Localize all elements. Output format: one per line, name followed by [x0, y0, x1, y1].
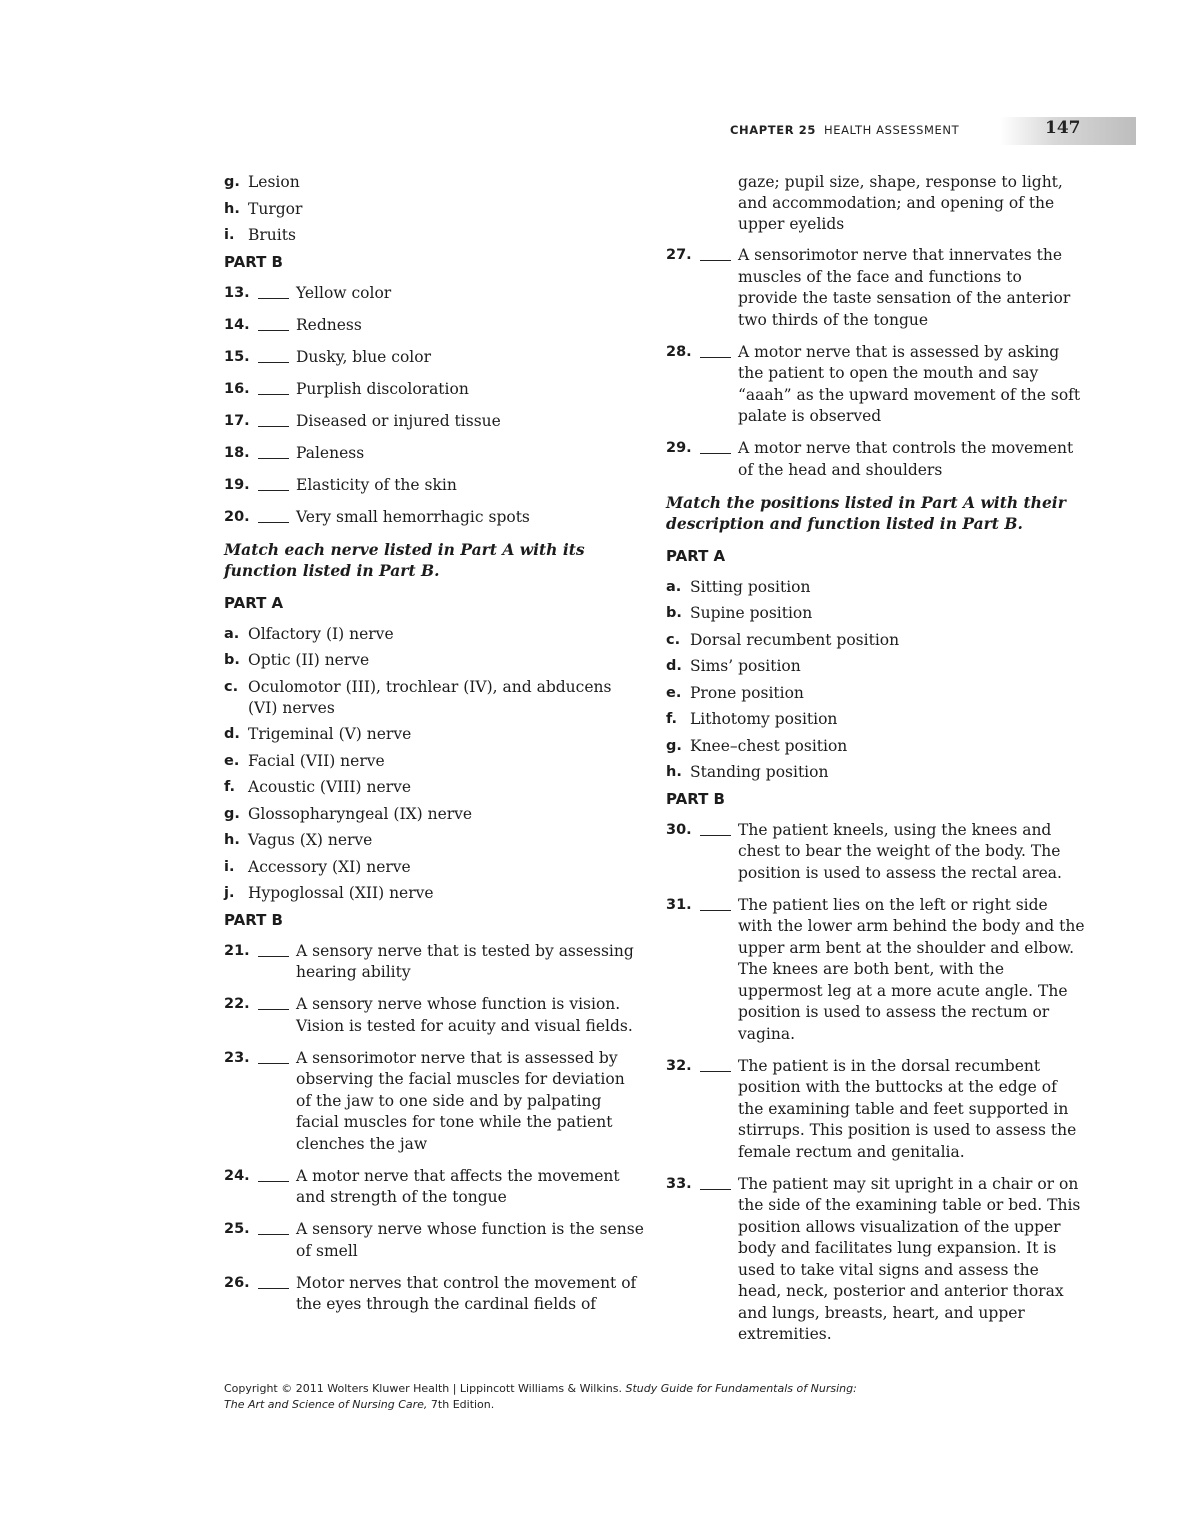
answer-blank[interactable] — [258, 522, 289, 523]
nerve-function-list-continued — [666, 245, 1086, 481]
part-heading: PART B — [666, 789, 725, 808]
answer-blank[interactable] — [258, 1009, 289, 1010]
list-item: g. Knee–chest position — [666, 736, 848, 755]
nerve-function-list — [224, 941, 644, 1316]
position-list — [666, 577, 1086, 784]
numbered-item: 16. Purplish discoloration — [224, 379, 469, 398]
numbered-item: 15. Dusky, blue color — [224, 347, 431, 366]
running-header — [700, 117, 1136, 145]
part-heading: PART B — [224, 252, 283, 271]
answer-blank[interactable] — [700, 260, 731, 261]
copyright-footer — [224, 1381, 924, 1413]
numbered-item: 14. Redness — [224, 315, 362, 334]
numbered-item: 19. Elasticity of the skin — [224, 475, 457, 494]
list-item: h. Turgor — [224, 199, 303, 218]
list-item: h. Standing position — [666, 763, 829, 781]
list-item: e. Facial (VII) nerve — [224, 751, 385, 770]
answer-blank[interactable] — [258, 394, 289, 395]
numbered-item: 32. The patient is in the dorsal recumbent position with the buttocks at the edge of the examining table and feet supported in stirrups. This position is used to assess the female rectum and genitalia. — [666, 1056, 1077, 1161]
answer-blank[interactable] — [258, 362, 289, 363]
answer-blank[interactable] — [258, 298, 289, 299]
numbered-item: 31. The patient lies on the left or right side with the lower arm behind the body and the upper arm bent at the shoulder and elbow. The knees are both bent, with the uppermost leg at a more acute angle. The position is used to assess the rectum or vagina. — [666, 895, 1085, 1043]
answer-blank[interactable] — [258, 1181, 289, 1182]
chapter-title: HEALTH ASSESSMENT — [823, 123, 960, 137]
answer-blank[interactable] — [258, 1288, 289, 1289]
answer-blank[interactable] — [258, 490, 289, 491]
answer-blank[interactable] — [258, 956, 289, 957]
list-item: g. Glossopharyngeal (IX) nerve — [224, 804, 473, 823]
numbered-item: 21. A sensory nerve that is tested by assessing hearing ability — [224, 941, 634, 981]
position-description-list — [666, 820, 1086, 1346]
instruction-text: Match the positions listed in Part A with their description and function listed in Part B. — [666, 492, 1066, 533]
numbered-item: 33. The patient may sit upright in a chair or on the side of the examining table or bed. This position allows visualization of the upper body and facilitates lung expansion. It is used to take vital signs and assess the head, neck, posterior and anterior thorax and lungs, breasts, heart, and upper extremities. — [666, 1174, 1081, 1343]
list-item: f. Lithotomy position — [666, 710, 838, 728]
part-heading: PART A — [666, 546, 726, 565]
chapter-label — [730, 123, 959, 137]
numbered-item: 26. Motor nerves that control the movement of the eyes through the cardinal fields of — [224, 1273, 637, 1313]
list-item: j. Hypoglossal (XII) nerve — [224, 884, 434, 902]
chapter-number: CHAPTER 25 — [730, 123, 816, 137]
numbered-item: 27. A sensorimotor nerve that innervates the muscles of the face and functions to provide the taste sensation of the anterior two thirds of the tongue — [666, 246, 1071, 329]
list-item: h. Vagus (X) nerve — [224, 831, 373, 849]
numbered-item: 23. A sensorimotor nerve that is assessed by observing the facial muscles for deviation of the jaw to one side and by palpating facial muscles for tone while the patient clenches the jaw — [224, 1048, 625, 1153]
answer-blank[interactable] — [700, 1071, 731, 1072]
list-item: b. Supine position — [666, 604, 813, 622]
answer-blank[interactable] — [258, 426, 289, 427]
nerve-list — [224, 624, 644, 905]
answer-blank[interactable] — [700, 1189, 731, 1190]
numbered-item: 24. A motor nerve that affects the movement and strength of the tongue — [224, 1166, 620, 1206]
list-item: a. Sitting position — [666, 577, 811, 596]
instruction-text: Match each nerve listed in Part A with its function listed in Part B. — [224, 539, 585, 580]
answer-blank[interactable] — [700, 835, 731, 836]
numbered-item: 25. A sensory nerve whose function is the sense of smell — [224, 1220, 644, 1260]
answer-blank[interactable] — [700, 453, 731, 454]
list-item: c. Oculomotor (III), trochlear (IV), and abducens (VI) nerves — [224, 677, 612, 717]
numbered-item: 30. The patient kneels, using the knees and chest to bear the weight of the body. The position is used to assess the rectal area. — [666, 820, 1062, 882]
right-column — [666, 172, 1086, 1356]
list-item: d. Trigeminal (V) nerve — [224, 725, 412, 743]
answer-blank[interactable] — [258, 1063, 289, 1064]
answer-blank[interactable] — [258, 330, 289, 331]
part-heading: PART A — [224, 593, 284, 612]
list-item: g. Lesion — [224, 173, 300, 191]
list-item: i. Accessory (XI) nerve — [224, 857, 411, 876]
skin-findings-list — [224, 283, 644, 529]
footer-line-1: Copyright © 2011 Wolters Kluwer Health | Lippincott Williams & Wilkins. Study Guide for Fundamentals of Nursing: — [224, 1382, 857, 1395]
numbered-item: 18. Paleness — [224, 443, 365, 462]
page-number: 147 — [1045, 118, 1081, 138]
numbered-item: 22. A sensory nerve whose function is vision. Vision is tested for acuity and visual fields. — [224, 995, 633, 1035]
numbered-item: 28. A motor nerve that is assessed by asking the patient to open the mouth and say “aaah” as the upward movement of the soft palate is observed — [666, 342, 1081, 425]
list-item: a. Olfactory (I) nerve — [224, 624, 394, 643]
footer-line-2: The Art and Science of Nursing Care, 7th Edition. — [224, 1398, 495, 1411]
numbered-item: 17. Diseased or injured tissue — [224, 411, 501, 430]
left-top-list — [224, 172, 644, 246]
answer-blank[interactable] — [258, 1234, 289, 1235]
numbered-item: 20. Very small hemorrhagic spots — [224, 507, 530, 526]
answer-blank[interactable] — [258, 458, 289, 459]
list-item: d. Sims’ position — [666, 657, 801, 675]
list-item: e. Prone position — [666, 683, 804, 702]
part-heading: PART B — [224, 910, 283, 929]
answer-blank[interactable] — [700, 910, 731, 911]
list-item: f. Acoustic (VIII) nerve — [224, 778, 412, 796]
list-item: c. Dorsal recumbent position — [666, 630, 900, 649]
left-column — [224, 172, 644, 1326]
continued-text: gaze; pupil size, shape, response to light, and accommodation; and opening of the upper eyelids — [738, 173, 1063, 233]
list-item: b. Optic (II) nerve — [224, 651, 370, 669]
numbered-item: 29. A motor nerve that controls the movement of the head and shoulders — [666, 439, 1074, 479]
answer-blank[interactable] — [700, 357, 731, 358]
numbered-item: 13. Yellow color — [224, 283, 392, 302]
list-item: i. Bruits — [224, 226, 296, 244]
